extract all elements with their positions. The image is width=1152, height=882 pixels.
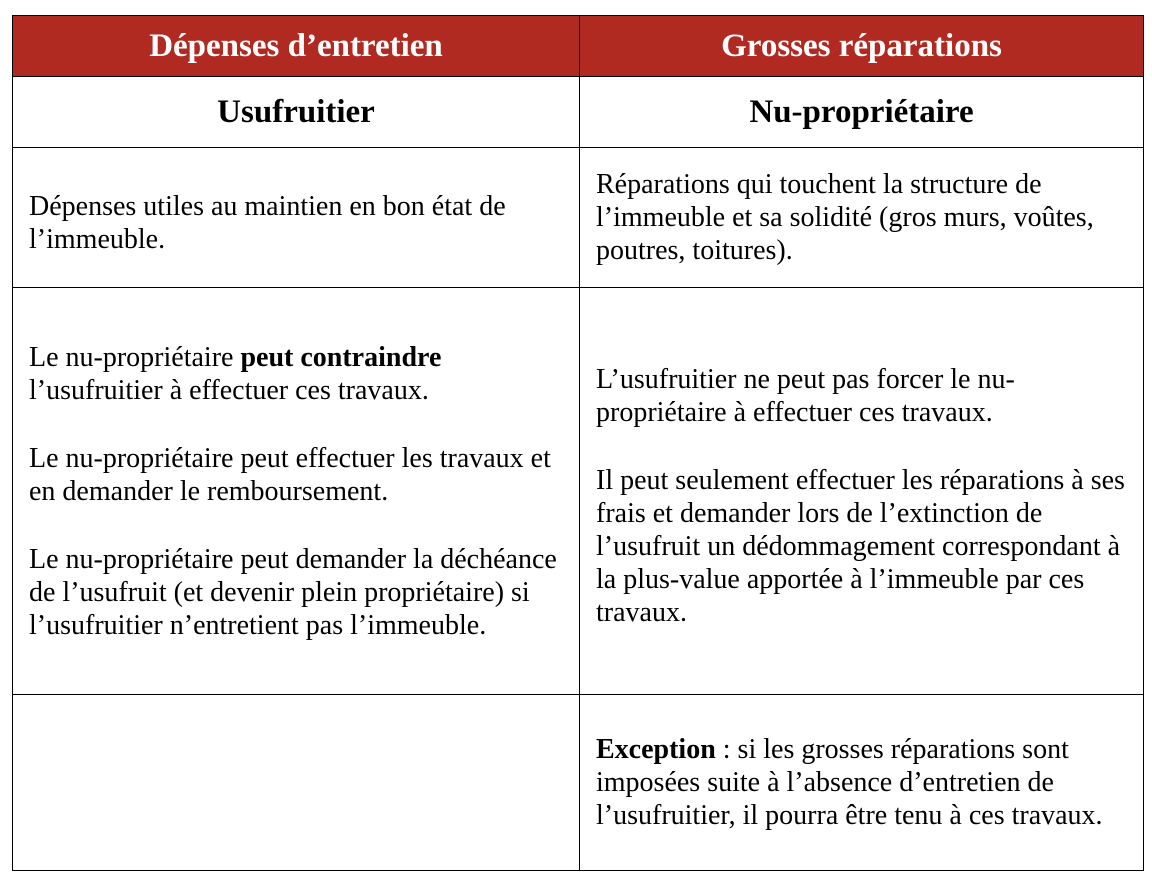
- row2-left-p1-suffix: l’usufruitier à effectuer ces travaux.: [29, 374, 429, 406]
- row2-left-paragraph-2: Le nu-propriétaire peut effectuer les travaux et en demander le remboursement.: [29, 442, 551, 507]
- row3-left-cell-empty: [13, 695, 580, 871]
- row2-left-cell: [13, 288, 580, 695]
- header-maintenance-expenses: Dépenses d’entretien: [13, 16, 580, 77]
- row1-left-text: Dépenses utiles au maintien en bon état de l’immeuble.: [29, 190, 506, 255]
- exception-text: : si les grosses réparations sont imposées suite à l’absence d’entretien de l’usufruitier, il pourra être tenu à ces travaux.: [596, 734, 1103, 831]
- row3-right-text: [596, 733, 1127, 832]
- header-row: [13, 16, 1144, 77]
- subheader-bare-owner: Nu-propriétaire: [580, 77, 1144, 148]
- subheader-row: [13, 77, 1144, 148]
- row2-right-paragraph-1: L’usufruitier ne peut pas forcer le nu-propriétaire à effectuer ces travaux.: [596, 364, 1015, 428]
- usufruct-repairs-table: [12, 15, 1144, 871]
- row1-left-cell: [13, 148, 580, 288]
- table-row: [13, 695, 1144, 871]
- header-major-repairs: Grosses réparations: [580, 16, 1144, 77]
- row2-left-p1-bold: peut contraindre: [240, 341, 442, 373]
- table-row: [13, 148, 1144, 288]
- row1-right-cell: [580, 148, 1144, 288]
- table-row: [13, 288, 1144, 695]
- exception-label: Exception: [596, 734, 716, 765]
- row1-right-text: Réparations qui touchent la structure de l’immeuble et sa solidité (gros murs, voûtes, poutres, toitures).: [596, 169, 1094, 266]
- row2-right-paragraph-2: Il peut seulement effectuer les réparations à ses frais et demander lors de l’extinction de l’usufruit un dédommagement correspondant à la plus-value apportée à l’immeuble par ces travaux.: [596, 465, 1125, 628]
- row2-left-paragraph-3: Le nu-propriétaire peut demander la déchéance de l’usufruit (et devenir plein propriétaire) si l’usufruitier n’entretient pas l’immeuble.: [29, 543, 557, 641]
- row2-left-paragraph-1: [29, 341, 563, 407]
- row2-left-p1-prefix: Le nu-propriétaire: [29, 341, 241, 373]
- row2-right-cell: [580, 288, 1144, 695]
- row3-right-cell: [580, 695, 1144, 871]
- subheader-usufructuary: Usufruitier: [13, 77, 580, 148]
